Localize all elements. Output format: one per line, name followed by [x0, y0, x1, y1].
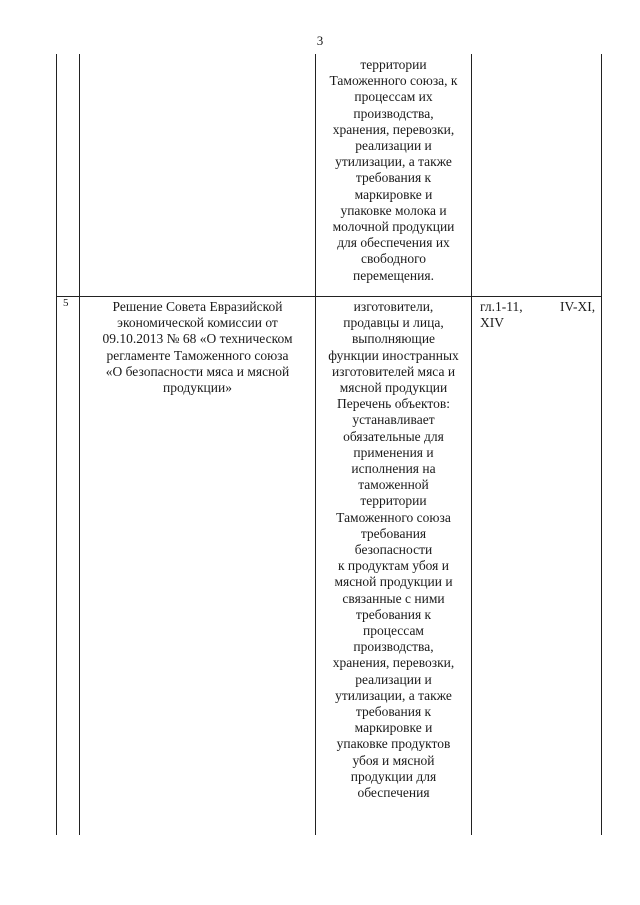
text-line: убоя и мясной	[352, 752, 435, 768]
text-line: маркировке и	[354, 720, 433, 736]
text-line: маркировке и	[354, 186, 433, 202]
chapters-cell	[480, 299, 523, 331]
table-border-left	[56, 54, 57, 835]
requirements-cell	[316, 299, 471, 801]
text-line: связанные с ними	[342, 590, 445, 606]
text-line: исполнения на	[351, 461, 436, 477]
text-line: обязательные для	[343, 428, 444, 444]
document-title-cell	[80, 299, 315, 396]
text-line: изготовители,	[353, 299, 434, 314]
text-line: территории	[360, 493, 427, 509]
text-line: устанавливает	[352, 412, 435, 428]
text-line: требования к	[355, 170, 432, 186]
text-line: таможенной	[358, 477, 429, 493]
text-line: мясной продукции	[339, 380, 448, 396]
text-line: упаковке молока и	[340, 202, 447, 218]
text-line: свободного	[360, 251, 427, 267]
text-line: экономической комиссии от	[117, 315, 278, 331]
text-line: производства,	[353, 639, 434, 655]
text-line: выполняющие	[351, 331, 436, 347]
text-line: территории	[360, 57, 427, 72]
row-number: 5	[63, 297, 69, 309]
text-line: к продуктам убоя и	[338, 558, 449, 574]
text-line: требования	[360, 525, 427, 541]
chapters-line-1: гл.1-11,	[480, 299, 523, 314]
table-border-right	[601, 54, 602, 835]
text-line: мясной продукции и	[334, 574, 453, 590]
sections-cell	[560, 299, 595, 315]
text-line: перемещения.	[353, 267, 434, 283]
text-line: требования к	[355, 606, 432, 622]
text-line: упаковке продуктов	[336, 736, 451, 752]
text-line: Решение Совета Евразийской	[112, 299, 283, 314]
table-column-divider-requirements	[471, 54, 472, 835]
text-line: хранения, перевозки,	[332, 121, 455, 137]
text-line: молочной продукции	[332, 219, 455, 235]
text-line: продавцы и лица,	[343, 315, 444, 331]
text-line: хранения, перевозки,	[332, 655, 455, 671]
text-line: для обеспечения их	[337, 235, 450, 251]
text-line: продукции для	[350, 768, 437, 784]
text-line: утилизации, а также	[335, 687, 452, 703]
text-line: Перечень объектов:	[337, 396, 450, 412]
table-row-divider	[56, 296, 602, 297]
text-line: «О безопасности мяса и мясной	[105, 363, 290, 379]
table-column-divider-number	[79, 54, 80, 835]
text-line: регламенте Таможенного союза	[106, 347, 289, 363]
text-line: применения и	[353, 444, 434, 460]
text-line: требования к	[355, 704, 432, 720]
text-line: процессам их	[354, 89, 433, 105]
text-line: продукции»	[163, 380, 232, 396]
text-line: функции иностранных	[328, 347, 459, 363]
text-line: изготовителей мяса и	[331, 363, 456, 379]
text-line: процессам	[363, 623, 424, 639]
text-line: обеспечения	[357, 785, 430, 801]
text-line: безопасности	[354, 542, 433, 558]
text-line: Таможенного союза, к	[329, 73, 458, 89]
text-line: реализации и	[355, 138, 432, 154]
text-line: 09.10.2013 № 68 «О техническом	[102, 331, 293, 347]
page-number: 3	[316, 33, 324, 48]
text-line: производства,	[353, 105, 434, 121]
continued-row-requirements	[316, 57, 471, 284]
text-line: Таможенного союза	[336, 509, 451, 525]
text-line: реализации и	[355, 671, 432, 687]
chapters-line-2: XIV	[480, 315, 504, 331]
sections-value: IV-XI,	[560, 299, 596, 314]
text-line: утилизации, а также	[335, 154, 452, 170]
